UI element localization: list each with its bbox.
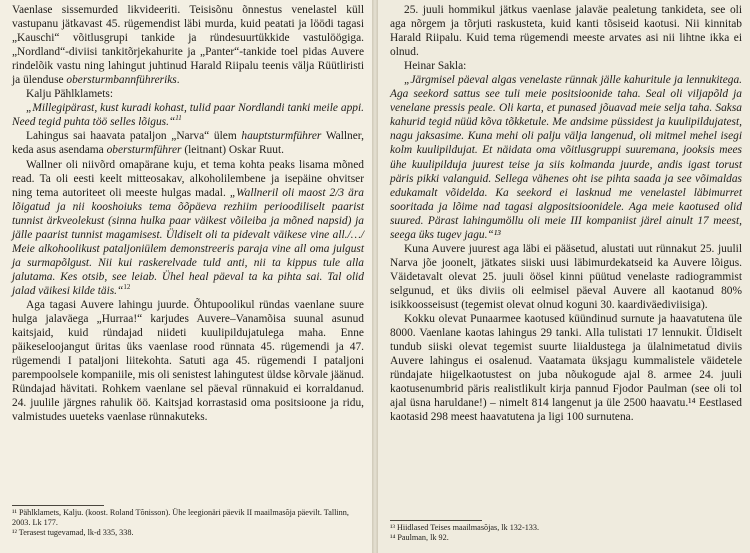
right-text-column <box>390 3 742 424</box>
footnote-14: ¹⁴ Paulman, lk 92. <box>390 533 449 542</box>
left-page <box>0 0 372 553</box>
right-paragraph-1: 25. juuli hommikul jätkus vaenlase jalaväe pealetung tankideta, see oli aga nõrgem ja tõrjuti raskusteta, kuid kanti tõsiseid kaotusi. Nii kinnitab Harald Riipalu. Kuid tema rügemendi meeste arvates asi nii lihtne ikka ei olnud. <box>390 4 742 59</box>
footnote-13: ¹³ Hiidlased Teises maailmasõjas, lk 132-133. <box>390 523 540 532</box>
left-text-column <box>12 3 364 424</box>
left-paragraph-2: Lahingus sai haavata pataljon „Narva“ ülem hauptsturmführer Wallner, keda asus asendama obersturmführer (leitnant) Oskar Ruut. <box>12 130 364 157</box>
right-speaker-name: Heinar Sakla: <box>404 60 467 73</box>
left-footnotes <box>12 505 364 538</box>
footnote-12: ¹² Terasest tugevamad, lk-d 335, 338. <box>12 528 134 537</box>
left-quote-1: „Millegipärast, kust kuradi kohast, tulid paar Nordlandi tanki meile appi. Need tegid puhta töö selles lõigus.“$^{11}$ <box>12 102 364 129</box>
right-page <box>378 0 750 553</box>
left-paragraph-3: Wallner oli niivõrd omapärane kuju, et tema kohta peaks lisama mõned read. Ta oli eesti keelt mitteosakav, alkoholilembene ja isepäine ohvitser ning tema autoriteet oli meeste hulgas madal. „Wallneril oli maost 2/3 ära lõigatud ja nii kooshoiuks tema õõpäeva rezhiim perioodiliselt paarist tunnist ärkveolekust (sinna hulka paar väikest võileiba ja mõned napsid) ja jälle paarist tunnist magamisest. Üldiselt oli ta pidevalt väikese vine all./…/ Meie alkohoolikust pataljoniülem demonstreeris paraja vine all oma julgust ja surmapõlgust. Nii kui raskerelvade tuld anti, nii ta kippus tule alla jalutama. Kes otsib, see leiab. Ühel heal päeval ta ka pihta sai. Tal olid jalad väikesi kilde täis.“$^{12}$ <box>12 158 364 297</box>
right-footnotes <box>390 520 742 543</box>
left-paragraph-4: Aga tagasi Auvere lahingu juurde. Õhtupoolikul ründas vaenlane suure hulga jalaväega „Hurraa!“ karjudes Auvere–Vanamõisa suunal asunud kaitsjaid, kuid ründajad niideti kuulipildujatulega maha. Enne päikeseloojangut üritas üks vaenlase rood rünnata 45. rügemendi ja 47. rügemendi I pataljoni liitekohta. Satuti aga 45. rügemendi I pataljoni parempoolsele kompaniile, mis oli senistest lahingutest üldse kõrvale jäänud. Ründajad hävitati. Rohkem vaenlane sel päeval rünnakuid ei korraldanud. 24. juulile järgnes rahulik öö. Kaitsjad korrastasid oma positsioone ja ridu, valmistudes uueteks vaenlase rünnakuteks. <box>12 298 364 424</box>
right-quote-1: „Järgmisel päeval algas venelaste rünnak jälle kahuritule ja lennukitega. Aga seekord sattus see tuli meie positsioonide taha. Seal oli viljapõld ja venelane pressis peale. Oli karta, et punased jõuavad meie selja taha. Saksa kahurid tegid nüüd kõva tõkketule. Me andsime püssidest ja kuulipildujatest, nagu jaksasime. Kuna mehi oli palju välja langenud, oli mitmel mehel isegi kolm kuulipildujat. Et näidata oma võitlusgruppi suuremana, jooksis mees ühe kuulipilduja juurest teise ja siis kolmanda juurde, andis igast torust päris pikki valanguid. Sellega vähenes oht ise pihta saada ja see võimaldas edukamalt võidelda. Ka seekord ei lasknud me venelastel läbimurret sooritada ja lõime nad tagasi algpositsioonidele. Aga meie kaotused olid suured. Pärast lahingumöllu oli meie III kompaniist järel ainult 17 meest, seega üks tugev jagu.“¹³ <box>390 74 742 241</box>
footnote-11: ¹¹ Pählklamets, Kalju. (koost. Roland Tõnisson). Ühe leegionäri päevik II maailmasõja päevilt. Tallinn, 2003. Lk 177. <box>12 508 349 527</box>
footnote-rule <box>12 505 104 506</box>
right-paragraph-2: Kuna Auvere juurest aga läbi ei pääsetud, alustati uut rünnakut 25. juulil Narva jõe joonelt, jätkates siiski uusi läbimurdekatseid ka Auvere lõigus. Väidetavalt olevat 25. juuli öösel kinni püütud venelaste radiogrammist selgunud, et üks diviis oli eelmisel päeval Auvere all kaotanud 80% isikkoosseisust (tegemist olevat olnud koguni 30. kaardiväediviisiga). <box>390 242 742 311</box>
right-paragraph-3: Kokku olevat Punaarmee kaotused küündinud surnute ja haavatutena üle 8000. Vaenlane kaotas lahingus 29 tanki. Alla tulistati 17 lennukit. Üldiselt tundub siiski olevat tegemist suurte liialdustega ja ülalnimetatud diviis Auvere lahingus ei osalenud. Vaatamata üksjagu kummalistele väidetele ründajate hiigelkaotustest on juba nõukogude ajal 8. armee 24. juuli kaotusenumbrid päris realistlikult kirja pannud Fjodor Paulman (see oli tol ajal üsna haruldane!) – nimelt 814 langenut ja üle 2500 haavatu.¹⁴ Eestlased kaotasid 298 meest haavatutena ja ligi 100 surnutena. <box>390 313 742 424</box>
footnote-rule <box>390 520 482 521</box>
left-speaker-name: Kalju Pählklamets: <box>26 88 113 101</box>
left-paragraph-1: Vaenlase sissemurded likvideeriti. Teisisõnu õnnestus venelastel küll vastupanu jätkavast 45. rügemendist läbi murda, kuid peatati ja löödi tagasi „Kauschi“ võitlusgrupi tankide ja ründesuurtükkide vastulöögiga. „Nordland“-diviisi tankitõrjekahurite ja „Panter“-tankide toel pidas Auvere rindelõik vastu ning lahingut juhtinud Harald Riipalu teenis välja Rüütliristi ja ülenduse obersturmbannführeriks. <box>12 4 364 87</box>
